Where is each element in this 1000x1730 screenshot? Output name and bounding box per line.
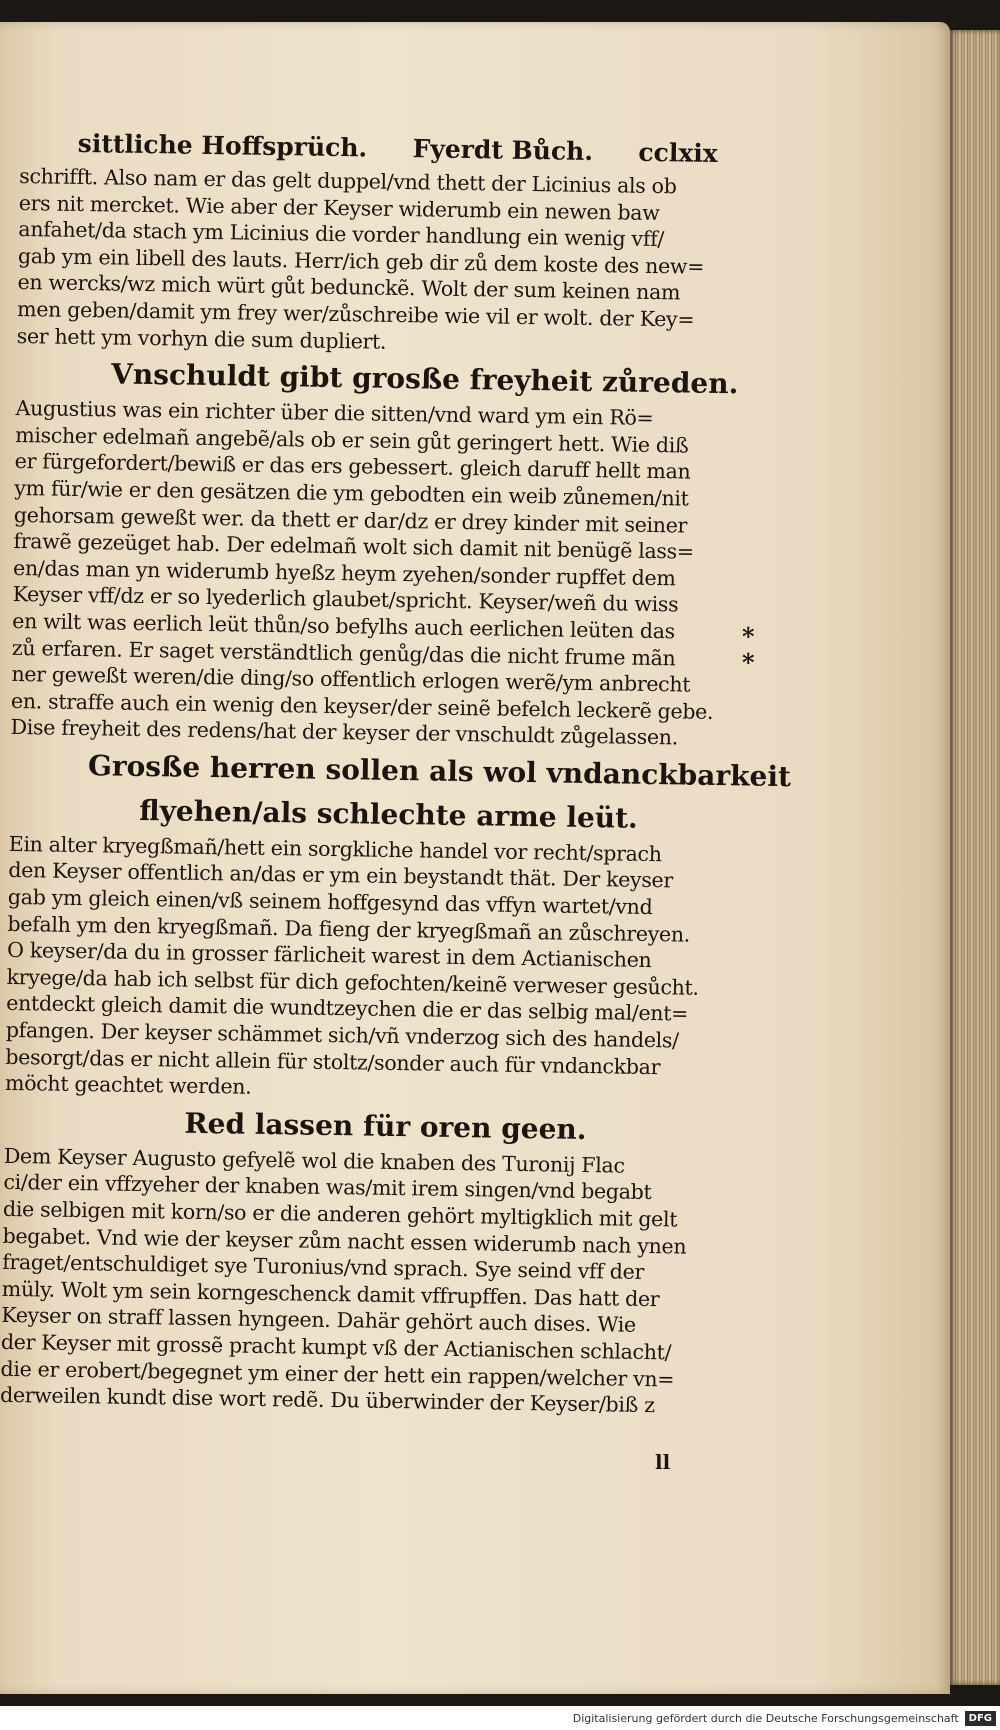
dfg-credit: Digitalisierung gefördert durch die Deutsche Forschungsgemeinschaft [572, 1711, 959, 1725]
text-line: gehorsam geweßt wer. da thett er dar/dz er drey kinder mit seiner [13, 502, 688, 538]
text-line: ner geweßt weren/die ding/so offentlich erlogen werẽ/ym anbrecht [11, 662, 691, 697]
text-line: müly. Wolt ym sein korngeschenck damit vffrupffen. Das hatt der [1, 1276, 660, 1311]
text-line: die er erobert/begegnet ym einer der hett ein rappen/welcher vn= [0, 1356, 675, 1391]
text-line: Ein alter kryegßmañ/hett ein sorgkliche handel vor recht/sprach [8, 831, 662, 867]
text-line: der Keyser mit grossẽ pracht kumpt vß der Actianischen schlacht/ [0, 1329, 672, 1365]
text-line: en wilt was eerlich leüt thůn/so befylhs auch eerlichen leüten das [12, 608, 676, 644]
page-edges [950, 30, 1000, 1685]
paragraph-3 [5, 831, 721, 1108]
text-line: zů erfaren. Er saget verständtlich genůg/das die nicht frume mãn [11, 635, 676, 670]
text-line: en. straffe auch ein wenig den keyser/der seinẽ befelch leckerẽ gebe. [10, 688, 714, 724]
text-line: gab ym ein libell des lauts. Herr/ich geb dir zů dem koste des new= [17, 243, 705, 279]
text-line: entdeckt gleich damit die wundtzeychen die er das selbig mal/ent= [6, 991, 689, 1027]
text-line: ym für/wie er den gesätzen die ym gebodten ein weib zůnemen/nit [14, 475, 689, 511]
folio-number: cclxix [638, 137, 718, 168]
footer-bar [0, 1706, 1000, 1730]
text-line: möcht geachtet werden. [4, 1071, 252, 1099]
paragraph-1 [17, 163, 732, 360]
running-head-center: Fyerdt Bůch. [412, 134, 594, 167]
marginal-asterisk: * [742, 622, 755, 651]
paragraph-2 [10, 395, 727, 752]
section-heading-2-line-1: Grosße herren sollen als wol vndanckbarkeit [87, 749, 792, 794]
text-line: gab ym gleich einen/vß seinem hoffgesynd das vffyn wartet/vnd [7, 884, 653, 920]
section-heading-1: Vnschuldt gibt grosße freyheit zůreden. [110, 357, 739, 401]
text-line: den Keyser offentlich an/das er ym ein beystandt thät. Der keyser [8, 858, 674, 893]
text-line: ers nit mercket. Wie aber der Keyser widerumb ein newen baw [18, 190, 660, 225]
text-line: Dise freyheit des redens/hat der keyser der vnschuldt zůgelassen. [10, 715, 679, 750]
text-line: frawẽ gezeüget hab. Der edelmañ wolt sich damit nit benügẽ lass= [13, 529, 694, 564]
text-line: kryege/da hab ich selbst für dich gefochten/keinẽ verweser gesůcht. [6, 964, 699, 1000]
paragraph-4 [0, 1143, 716, 1420]
text-line: men geben/damit ym frey wer/zůschreibe wie vil er wolt. der Key= [16, 296, 695, 332]
text-line: anfahet/da stach ym Licinius die vorder handlung ein wenig vff/ [18, 217, 665, 252]
text-line: O keyser/da du in grosser färlicheit warest in dem Actianischen [6, 938, 652, 973]
marginal-asterisk: * [742, 648, 755, 677]
dfg-logo: DFG [965, 1711, 996, 1726]
text-line: Keyser vff/dz er so lyederlich glaubet/spricht. Keyser/weñ du wiss [12, 582, 679, 617]
text-line: Dem Keyser Augusto gefyelẽ wol die knaben des Turonij Flac [3, 1143, 625, 1178]
catchword: ll [655, 1450, 671, 1474]
text-block [0, 128, 792, 1420]
text-line: fraget/entschuldiget sye Turonius/vnd sprach. Sye seind vff der [1, 1250, 645, 1285]
text-line: ser hett ym vorhyn die sum dupliert. [16, 323, 387, 354]
text-line: ci/der ein vffzyeher der knaben was/mit irem singen/vnd begabt [3, 1170, 652, 1205]
text-line: besorgt/das er nicht allein für stoltz/sonder auch für vndanckbar [5, 1044, 661, 1079]
text-line: en/das man yn widerumb hyeßz heym zyehen/sonder rupffet dem [12, 555, 676, 591]
text-line: begabet. Vnd wie der keyser zům nacht essen widerumb nach ynen [2, 1223, 687, 1259]
running-head-left: sittliche Hoffsprüch. [77, 128, 368, 163]
text-line: Augustius was ein richter über die sitten/vnd ward ym ein Rö= [15, 396, 654, 431]
section-heading-2-line-2: flyehen/als schlechte arme leüt. [139, 793, 639, 835]
text-line: Keyser on straff lassen hyngeen. Dahär gehört auch dises. Wie [1, 1303, 637, 1338]
text-line: schrifft. Also nam er das gelt duppel/vnd thett der Licinius als ob [19, 163, 677, 199]
text-line: mischer edelmañ angebẽ/als ob er sein gůt geringert hett. Wie diß [14, 422, 689, 458]
text-line: die selbigen mit korn/so er die anderen gehört myltigklich mit gelt [2, 1196, 678, 1232]
section-heading-3: Red lassen für oren geen. [184, 1106, 587, 1146]
text-line: pfangen. Der keyser schämmet sich/vñ vnderzog sich des handels/ [5, 1017, 679, 1053]
text-line: er fürgefordert/bewiß er das ers gebessert. gleich daruff hellt man [14, 449, 691, 484]
text-line: derweilen kundt dise wort redẽ. Du überwinder der Keyser/biß z [0, 1383, 655, 1418]
text-line: en wercks/wz mich würt gůt bedunckẽ. Wolt der sum keinen nam [17, 270, 681, 305]
text-line: befalh ym den kryegßmañ. Da fieng der kryegßmañ an zůschreyen. [7, 911, 691, 947]
